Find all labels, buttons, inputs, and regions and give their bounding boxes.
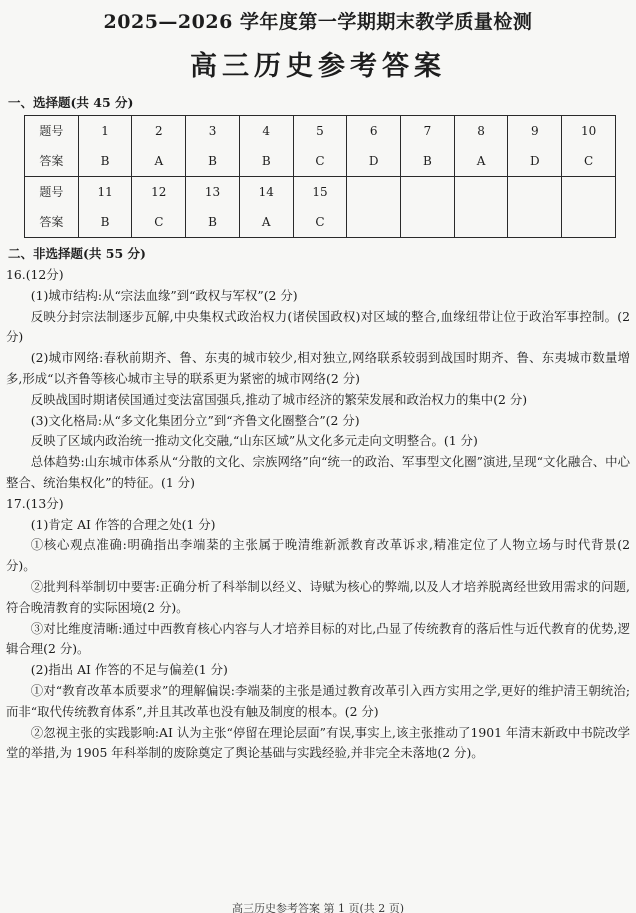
question-heading: 17.(13分) — [6, 495, 64, 511]
answer-cell — [347, 177, 401, 238]
answer-paragraph: 反映了区域内政治统一推动文化交融,“山东区域”从文化多元走向文明整合。(1 分) — [30, 433, 478, 449]
answer-table-row — [25, 116, 616, 177]
answer-letter: C — [154, 215, 164, 229]
question-number: 6 — [369, 124, 378, 138]
answer-letter: B — [422, 154, 432, 168]
answer-cell — [454, 177, 508, 238]
question-number — [401, 177, 454, 207]
answer-paragraph: (1)城市结构:从“宗法血缘”到“政权与军权”(2 分) — [30, 287, 298, 303]
answer-letter: A — [261, 215, 271, 229]
answer-letter: C — [315, 154, 325, 168]
answer-letter: B — [261, 154, 271, 168]
answer-label: 答案 — [39, 154, 64, 168]
answer-cell — [508, 116, 562, 177]
answer-cell — [401, 116, 455, 177]
row-label-cell — [25, 116, 79, 177]
answer-paragraph: ①核心观点准确:明确指出李端棻的主张属于晚清维新派教育改革诉求,精准定位了人物立场与时代背景(2 分)。 — [6, 537, 630, 574]
answer-paragraph: ①对“教育改革本质要求”的理解偏误:李端棻的主张是通过教育改革引入西方实用之学,更好的维护清王朝统治;而非“取代传统教育体系”,并且其改革也没有触及制度的根本。(2 分) — [6, 682, 630, 719]
question-number: 8 — [477, 124, 485, 138]
answer-letter — [508, 207, 561, 237]
answer-cell — [239, 116, 293, 177]
question-number: 14 — [258, 185, 274, 199]
answer-letter: D — [368, 154, 379, 168]
question-number: 5 — [316, 124, 324, 138]
answer-paragraph: ②忽视主张的实践影响:AI 认为主张“停留在理论层面”有误,事实上,该主张推动了1901 年清末新政中书院改学堂的举措,为 1905 年科举制的废除奠定了舆论基础与实践经验,并非完全未落地(2 分)。 — [6, 724, 630, 761]
page-footer: 高三历史参考答案 第 1 页(共 2 页) — [231, 902, 405, 913]
row-label-cell — [25, 177, 79, 238]
question-number: 13 — [204, 185, 221, 199]
answer-cell — [239, 177, 293, 238]
question-label: 题号 — [39, 124, 64, 138]
question-number — [508, 177, 561, 207]
question-number — [347, 177, 400, 207]
answer-letter — [347, 207, 400, 237]
question-number: 1 — [101, 124, 109, 138]
question-number: 7 — [423, 124, 432, 138]
section2-heading: 二、非选择题(共 55 分) — [8, 246, 146, 261]
question-heading: 16.(12分) — [6, 267, 64, 282]
answer-cell — [293, 116, 347, 177]
answer-cell — [562, 177, 616, 238]
answer-cell — [186, 177, 240, 238]
question-number: 11 — [97, 185, 113, 199]
answer-cell — [508, 177, 562, 238]
exam-title: 2025—2026 学年度第一学期期末教学质量检测 — [103, 11, 533, 33]
answer-cell — [78, 116, 132, 177]
answer-letter: B — [208, 215, 217, 229]
section1-heading: 一、选择题(共 45 分) — [8, 95, 134, 110]
question-number: 9 — [531, 124, 539, 138]
answer-letter: A — [476, 154, 486, 168]
answer-cell — [78, 177, 132, 238]
answer-cell — [562, 116, 616, 177]
answer-table-row — [25, 177, 616, 238]
question-number: 2 — [154, 124, 163, 138]
answer-cell — [454, 116, 508, 177]
answer-paragraph: 反映战国时期诸侯国通过变法富国强兵,推动了城市经济的繁荣发展和政治权力的集中(2 分) — [30, 391, 528, 407]
answer-letter — [455, 207, 508, 237]
answer-letter: C — [315, 215, 325, 229]
answer-letter: A — [154, 154, 164, 168]
question-number: 12 — [151, 185, 167, 199]
answer-cell — [132, 116, 186, 177]
page-title: 高三历史参考答案 — [190, 51, 446, 82]
answer-letter: B — [100, 215, 110, 229]
answer-paragraph: (2)指出 AI 作答的不足与偏差(1 分) — [30, 662, 228, 678]
question-number: 10 — [580, 124, 597, 138]
answer-cell — [347, 116, 401, 177]
answer-label: 答案 — [39, 215, 64, 229]
answer-letter: B — [100, 154, 110, 168]
answer-paragraph: 反映分封宗法制逐步瓦解,中央集权式政治权力(诸侯国政权)对区域的整合,血缘纽带让位于政治军事控制。(2 分) — [6, 308, 630, 345]
answer-paragraph: (2)城市网络:春秋前期齐、鲁、东夷的城市较少,相对独立,网络联系较弱到战国时期齐、鲁、东夷城市数量增多,形成“以齐鲁等核心城市主导的联系更为紧密的城市网络(2 分) — [6, 350, 630, 386]
answer-table — [24, 115, 616, 238]
question-label: 题号 — [39, 185, 64, 199]
question-number: 4 — [262, 124, 271, 138]
question-number: 3 — [208, 124, 217, 138]
answer-paragraph: (3)文化格局:从“多文化集团分立”到“齐鲁文化圈整合”(2 分) — [30, 412, 360, 428]
answer-letter — [401, 207, 454, 237]
answer-letter — [562, 207, 615, 237]
answer-paragraph: ③对比维度清晰:通过中西教育核心内容与人才培养目标的对比,凸显了传统教育的落后性与近代教育的优势,逻辑合理(2 分)。 — [6, 620, 630, 657]
answer-paragraph: (1)肯定 AI 作答的合理之处(1 分) — [30, 516, 216, 532]
question-number: 15 — [312, 185, 328, 199]
answer-paragraph: ②批判科举制切中要害:正确分析了科举制以经义、诗赋为核心的弊端,以及人才培养脱离经世致用需求的问题,符合晚清教育的实际困境(2 分)。 — [6, 578, 630, 615]
answer-letter: B — [208, 154, 217, 168]
answer-body — [6, 265, 630, 764]
answer-letter: D — [530, 154, 540, 168]
answer-letter: C — [584, 154, 594, 168]
question-number — [455, 177, 508, 207]
question-number — [562, 177, 615, 207]
answer-cell — [293, 177, 347, 238]
answer-cell — [132, 177, 186, 238]
answer-cell — [186, 116, 240, 177]
answer-paragraph: 总体趋势:山东城市体系从“分散的文化、宗族网络”向“统一的政治、军事型文化圈”演进,呈现“文化融合、中心整合、统治集权化”的特征。(1 分) — [6, 454, 630, 490]
answer-cell — [401, 177, 455, 238]
